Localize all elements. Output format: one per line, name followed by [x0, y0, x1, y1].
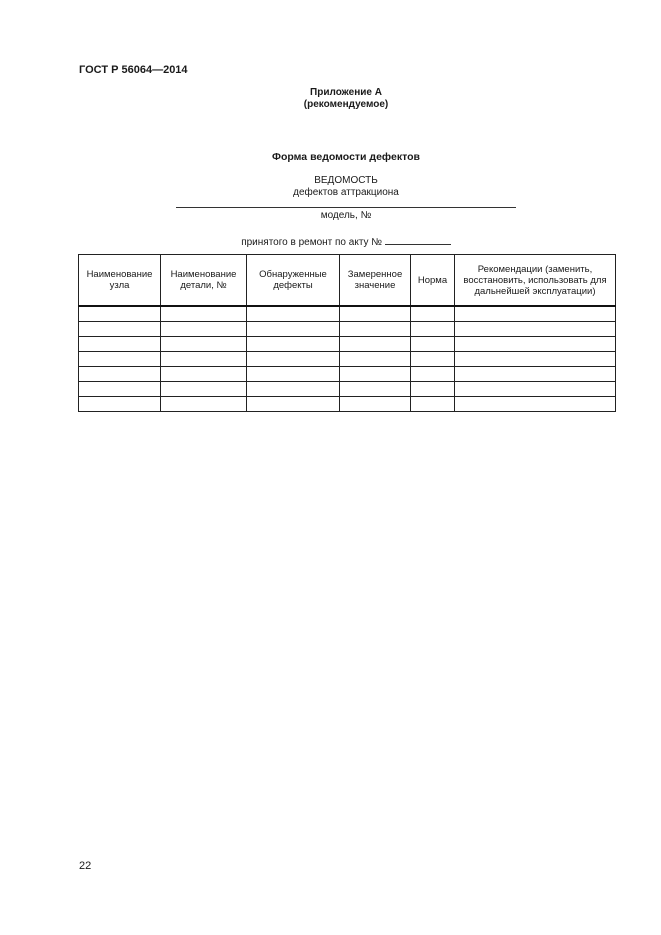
defects-table	[78, 254, 616, 412]
table-cell[interactable]	[340, 306, 411, 322]
column-header-defects-found: Обнаруженные дефекты	[247, 255, 340, 307]
table-header-row	[79, 255, 616, 307]
column-header-measured-value: Замеренное значение	[340, 255, 411, 307]
table-cell[interactable]	[340, 337, 411, 352]
table-cell[interactable]	[161, 367, 247, 382]
act-number-blank	[385, 235, 451, 245]
table-cell[interactable]	[411, 397, 455, 412]
act-label: принятого в ремонт по акту №	[241, 237, 383, 248]
table-cell[interactable]	[411, 382, 455, 397]
table-cell[interactable]	[79, 322, 161, 337]
table-cell[interactable]	[340, 397, 411, 412]
column-header-norm: Норма	[411, 255, 455, 307]
document-subtitle: дефектов аттракциона	[293, 187, 399, 198]
table-cell[interactable]	[411, 322, 455, 337]
table-cell[interactable]	[411, 367, 455, 382]
table-cell[interactable]	[79, 337, 161, 352]
table-cell[interactable]	[79, 397, 161, 412]
table-cell[interactable]	[79, 367, 161, 382]
table-row	[79, 382, 616, 397]
table-cell[interactable]	[247, 337, 340, 352]
table-cell[interactable]	[247, 322, 340, 337]
table-cell[interactable]	[247, 367, 340, 382]
table-cell[interactable]	[455, 337, 616, 352]
table-cell[interactable]	[161, 352, 247, 367]
page-number: 22	[79, 860, 92, 872]
table-cell[interactable]	[411, 306, 455, 322]
table-cell[interactable]	[161, 322, 247, 337]
appendix-title: Приложение А	[310, 87, 382, 98]
act-line	[0, 235, 661, 248]
attraction-name-fill-line	[176, 207, 516, 208]
table-cell[interactable]	[411, 352, 455, 367]
document-title: ВЕДОМОСТЬ	[314, 175, 378, 186]
column-header-recommendations: Рекомендации (заменить, восстановить, использовать для дальнейшей эксплуатации)	[455, 255, 616, 307]
table-cell[interactable]	[455, 352, 616, 367]
table-cell[interactable]	[340, 322, 411, 337]
table-row	[79, 352, 616, 367]
table-cell[interactable]	[455, 322, 616, 337]
column-header-part-name: Наименование детали, №	[161, 255, 247, 307]
column-header-unit-name: Наименование узла	[79, 255, 161, 307]
table-row	[79, 306, 616, 322]
table-cell[interactable]	[161, 337, 247, 352]
model-label: модель, №	[320, 210, 372, 221]
table-cell[interactable]	[79, 382, 161, 397]
table-cell[interactable]	[411, 337, 455, 352]
table-body	[79, 306, 616, 412]
table-cell[interactable]	[247, 397, 340, 412]
table-cell[interactable]	[79, 306, 161, 322]
form-title: Форма ведомости дефектов	[272, 151, 420, 163]
table-cell[interactable]	[161, 382, 247, 397]
table-row	[79, 367, 616, 382]
table-cell[interactable]	[340, 352, 411, 367]
table-cell[interactable]	[247, 382, 340, 397]
table-row	[79, 337, 616, 352]
table-cell[interactable]	[340, 382, 411, 397]
table-cell[interactable]	[161, 306, 247, 322]
table-row	[79, 322, 616, 337]
standard-header: ГОСТ Р 56064—2014	[79, 64, 188, 76]
table-row	[79, 397, 616, 412]
table-cell[interactable]	[455, 306, 616, 322]
table-cell[interactable]	[161, 397, 247, 412]
table-cell[interactable]	[247, 352, 340, 367]
table-cell[interactable]	[79, 352, 161, 367]
table-cell[interactable]	[455, 382, 616, 397]
table-cell[interactable]	[340, 367, 411, 382]
table-cell[interactable]	[247, 306, 340, 322]
appendix-subtitle: (рекомендуемое)	[303, 99, 389, 110]
table-cell[interactable]	[455, 367, 616, 382]
table-cell[interactable]	[455, 397, 616, 412]
